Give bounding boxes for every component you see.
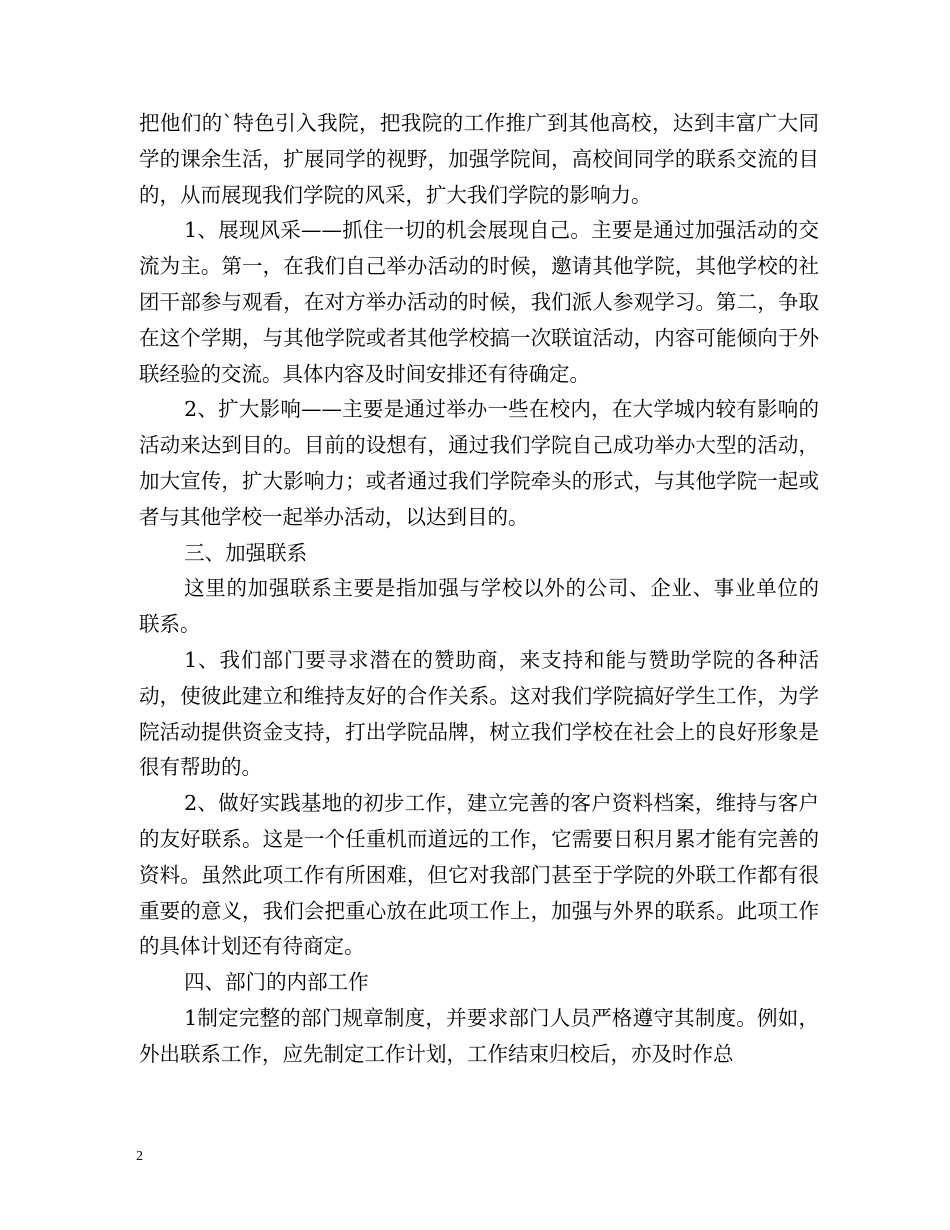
- section-heading-3: 三、加强联系: [184, 540, 308, 565]
- paragraph-practice-base: 2、做好实践基地的初步工作，建立完善的客户资料档案，维持与客户的友好联系。这是一个任重机而道远的工作，它需要日积月累才能有完善的资料。虽然此项工作有所困难，但它对我部门甚至于学院的外联工作都有很重要的意义，我们会把重心放在此项工作上，加强与外界的联系。此项工作的具体计划还有待商定。: [139, 791, 819, 959]
- body-text: [139, 106, 819, 1073]
- paragraph-contact-intro: 这里的加强联系主要是指加强与学校以外的公司、企业、事业单位的联系。: [139, 576, 819, 637]
- paragraph-rules: 1制定完整的部门规章制度，并要求部门人员严格遵守其制度。例如，外出联系工作，应先制定工作计划，工作结束归校后，亦及时作总: [139, 1005, 819, 1066]
- section-heading-4: 四、部门的内部工作: [184, 970, 369, 995]
- paragraph-showcase: 1、展现风采——抓住一切的机会展现自己。主要是通过加强活动的交流为主。第一，在我们自己举办活动的时候，邀请其他学院，其他学校的社团干部参与观看，在对方举办活动的时候，我们派人参观学习。第二，争取在这个学期，与其他学院或者其他学校搞一次联谊活动，内容可能倾向于外联经验的交流。具体内容及时间安排还有待确定。: [139, 218, 819, 386]
- paragraph-sponsors: 1、我们部门要寻求潜在的赞助商，来支持和能与赞助学院的各种活动，使彼此建立和维持友好的合作关系。这对我们学院搞好学生工作，为学院活动提供资金支持，打出学院品牌，树立我们学校在社会上的良好形象是很有帮助的。: [139, 647, 819, 780]
- page-number: 2: [136, 1149, 143, 1164]
- paragraph-intro: 把他们的`特色引入我院，把我院的工作推广到其他高校，达到丰富广大同学的课余生活，扩展同学的视野，加强学院间，高校间同学的联系交流的目的，从而展现我们学院的风采，扩大我们学院的影响力。: [139, 111, 819, 207]
- paragraph-influence: 2、扩大影响——主要是通过举办一些在校内，在大学城内较有影响的活动来达到目的。目前的设想有，通过我们学院自己成功举办大型的活动，加大宣传，扩大影响力；或者通过我们学院牵头的形式，与其他学院一起或者与其他学校一起举办活动，以达到目的。: [139, 397, 819, 529]
